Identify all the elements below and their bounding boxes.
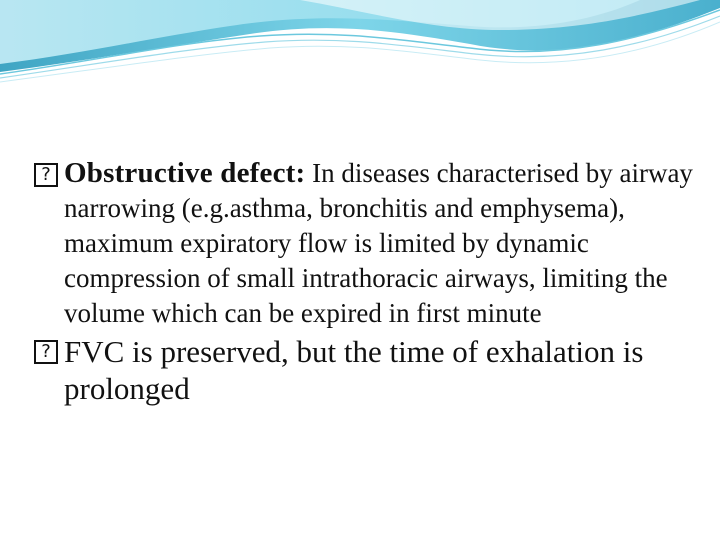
bullet-text: In diseases characterised by airway narrowing (e.g.asthma, bronchitis and emphysema), maximum expiratory flow is limited by dynamic compression of small intrathoracic airways, limiting the volume which can be expired in first minute <box>64 158 693 328</box>
box-bullet-icon: ? <box>34 340 58 364</box>
header-wave-decoration <box>0 0 720 90</box>
bullet-text: FVC is preserved, but the time of exhalation is prolonged <box>64 334 644 406</box>
bullet-title: Obstructive defect: <box>64 157 306 189</box>
box-bullet-icon: ? <box>34 163 58 187</box>
bullet-fvc-preserved <box>34 333 694 407</box>
bullet-obstructive-defect <box>34 156 694 331</box>
content-body <box>34 156 694 407</box>
